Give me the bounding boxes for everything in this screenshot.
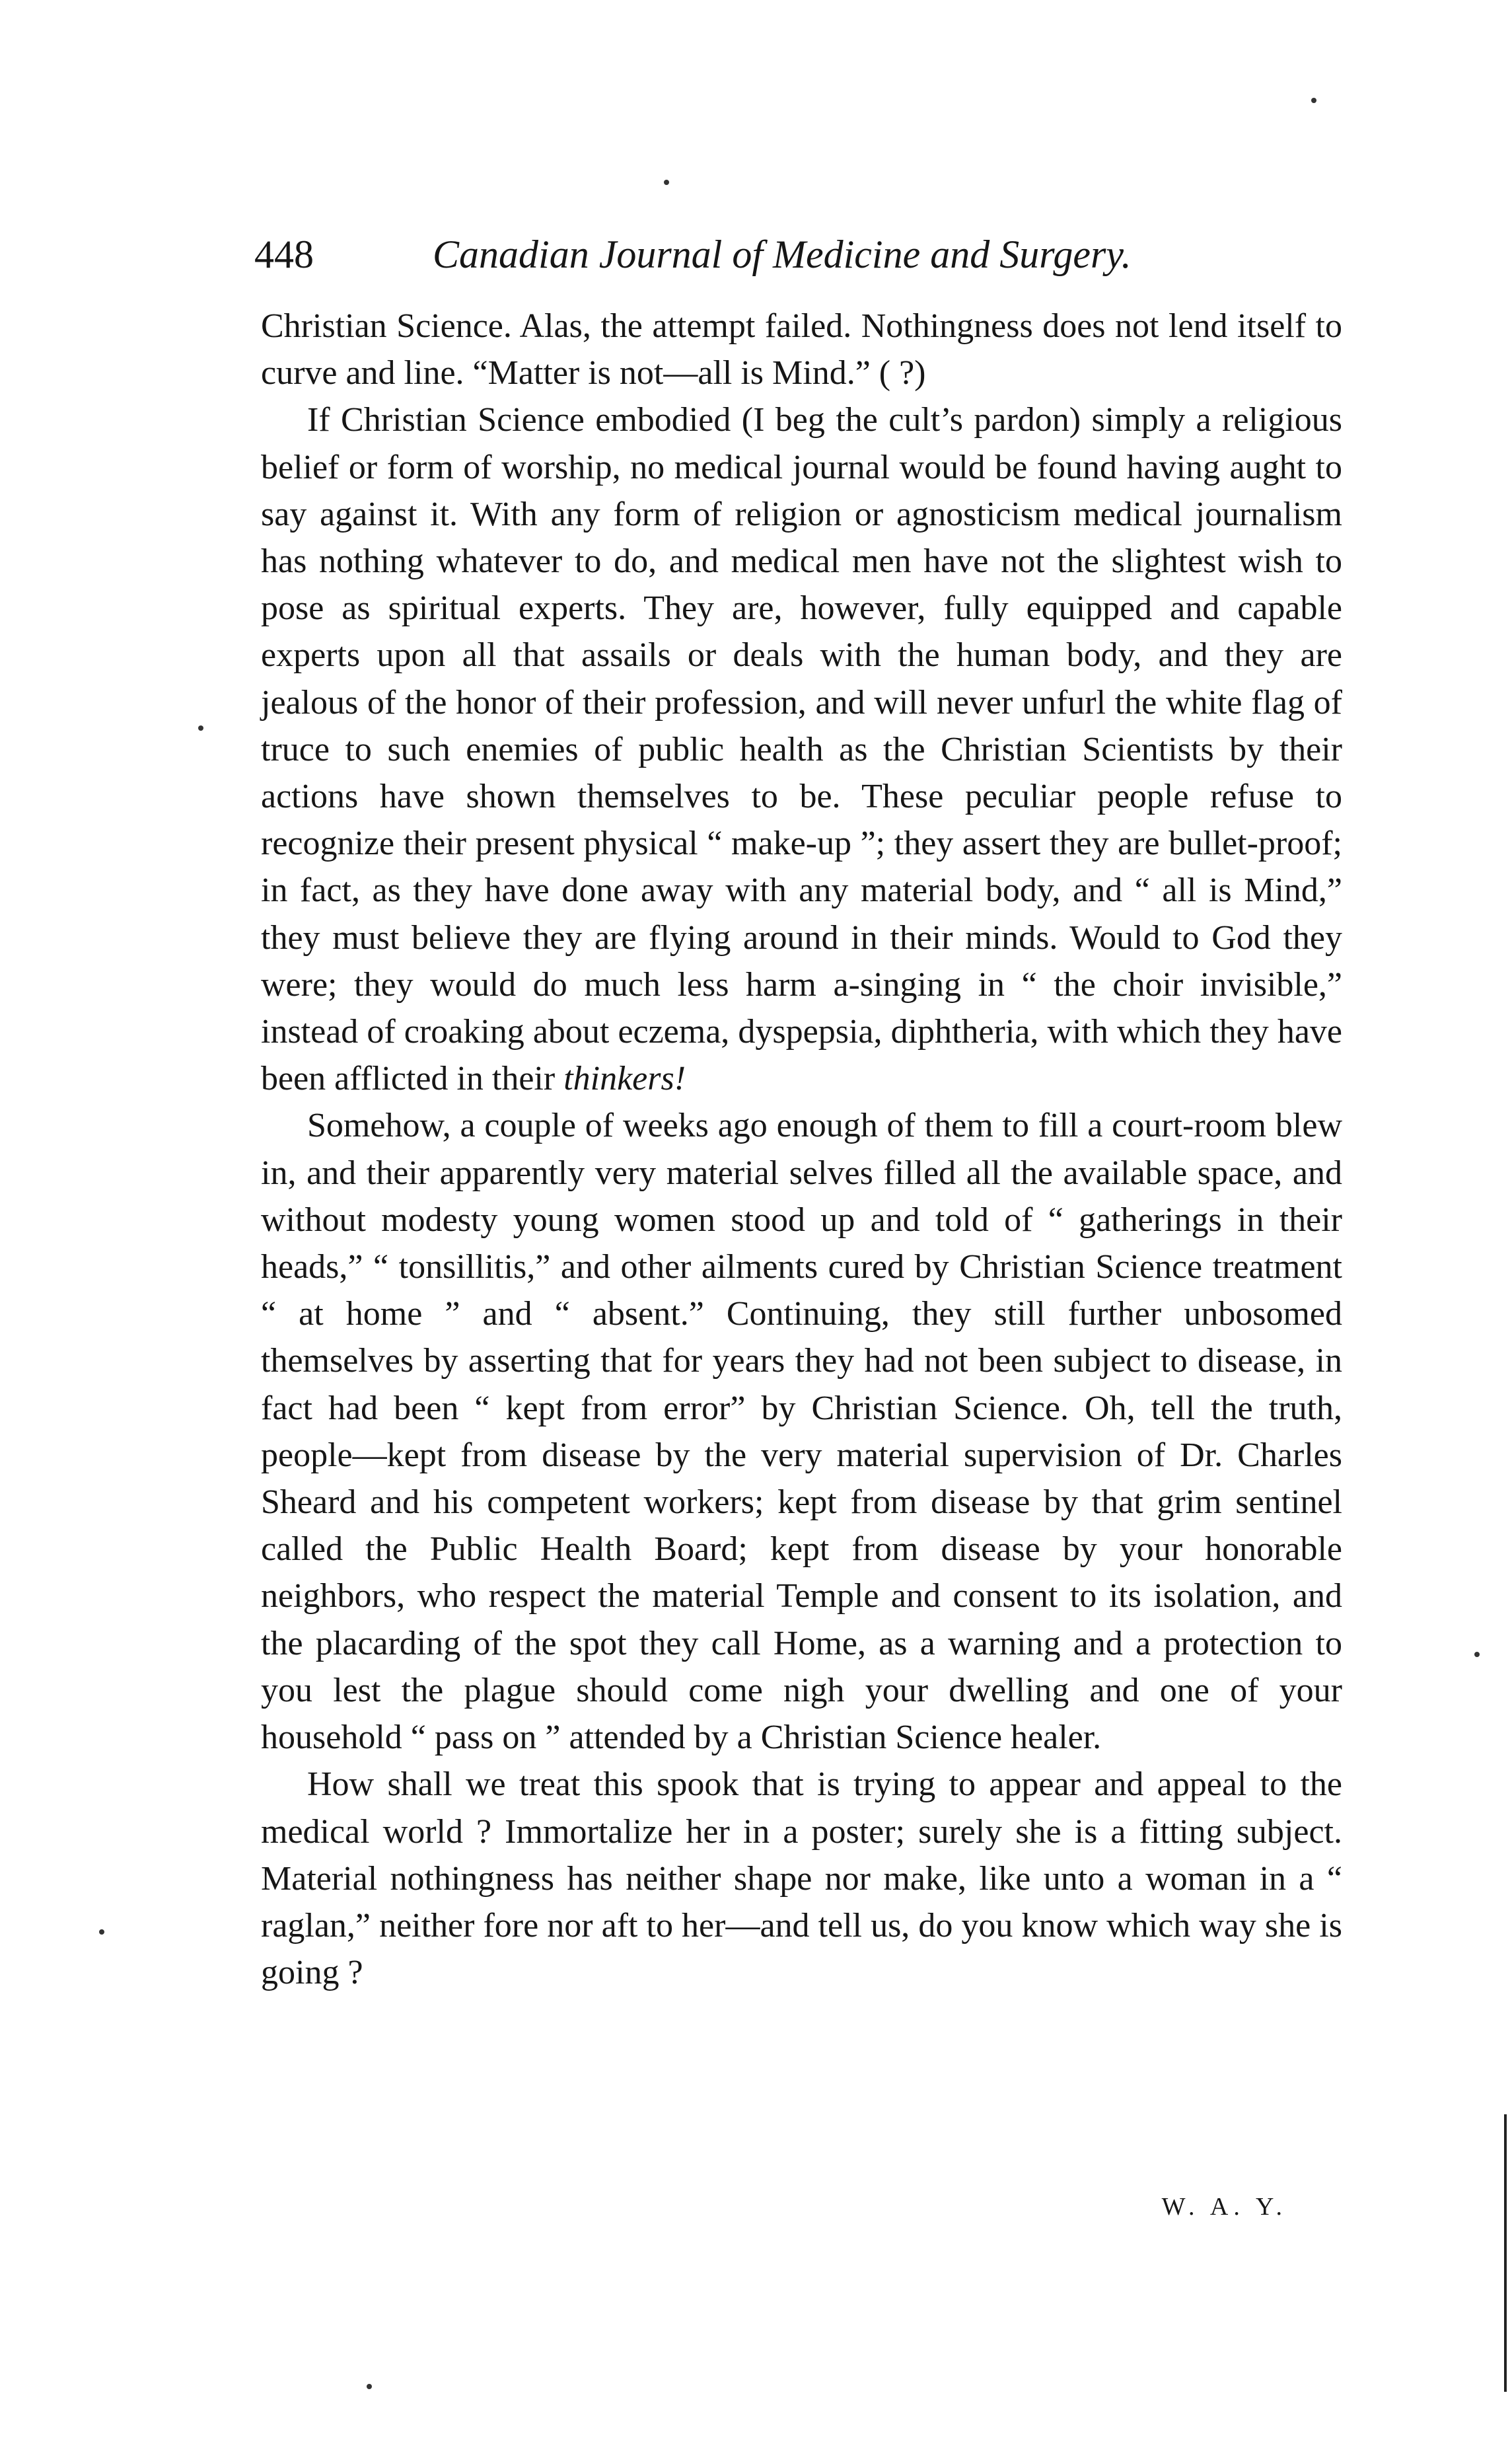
speck-mark xyxy=(198,725,203,731)
paragraph-1: Christian Science. Alas, the attempt failed. Nothingness does not lend itself to curve and line. “Matter is not—all is Mind.” ( ?) xyxy=(261,307,1342,392)
paragraph-2-text: If Christian Science embodied (I beg the cult’s pardon) simply a religious belief or form of worship, no medical journal would be found having aught to say against it. With any form of religion or agnosticism medical journalism has nothing whatever to do, and medical men have not the slightest wish to pose as spiritual experts. They are, however, fully equipped and capable experts upon all that assails or deals with the human body, and they are jealous of the honor of their profession, and will never unfurl the white flag of truce to such enemies of public health as the Christian Scientists by their actions have shown themselves to be. These peculiar people refuse to recognize their present physical “ make-up ”; they assert they are bullet-proof; in fact, as they have done away with any material body, and “ all is Mind,” they must believe they are flying around in their minds. Would to God they were; they would do much less harm a-singing in “ the choir invisible,” instead of croaking about eczema, dyspepsia, diphtheria, with which they have been afflicted in their xyxy=(261,401,1342,1098)
page-number: 448 xyxy=(254,233,314,276)
speck-mark xyxy=(367,2384,372,2389)
paragraph-3: Somehow, a couple of weeks ago enough of them to fill a court-room blew in, and their apparently very material selves filled all the available space, and without modesty young women stood up and told of “ gatherings in their heads,” “ tonsillitis,” and other ailments cured by Christian Science treatment “ at home ” and “ absent.” Continuing, they still further unbosomed themselves by asserting that for years they had not been subject to disease, in fact had been “ kept from error” by Christian Science. Oh, tell the truth, people—kept from disease by the very material supervision of Dr. Charles Sheard and his competent workers; kept from disease by that grim sentinel called the Public Health Board; kept from disease by your honorable neighbors, who respect the material Temple and consent to its isolation, and the placarding of the spot they call Home, as a warning and a protection to you lest the plague should come nigh your dwelling and one of your household “ pass on ” attended by a Christian Science healer. xyxy=(261,1107,1342,1757)
speck-mark xyxy=(1474,1652,1480,1657)
author-signature: W. A. Y. xyxy=(1161,2193,1287,2221)
paragraph-2 xyxy=(261,396,1342,1102)
page-header xyxy=(254,228,1377,281)
speck-mark xyxy=(1311,98,1316,103)
running-title: Canadian Journal of Medicine and Surgery. xyxy=(433,233,1132,276)
article-body xyxy=(261,303,1342,1996)
page-edge-line xyxy=(1504,2114,1507,2392)
speck-mark xyxy=(664,180,669,185)
paragraph-4: How shall we treat this spook that is trying to appear and appeal to the medical world ? Immortalize her in a poster; surely she is a fitting subject. Material nothingness has neither shape nor make, like unto a woman in a “ raglan,” neither fore nor aft to her—and tell us, do you know which way she is going ? xyxy=(261,1765,1342,1992)
speck-mark xyxy=(99,1929,104,1935)
paragraph-2-emphasis: thinkers! xyxy=(563,1060,686,1098)
